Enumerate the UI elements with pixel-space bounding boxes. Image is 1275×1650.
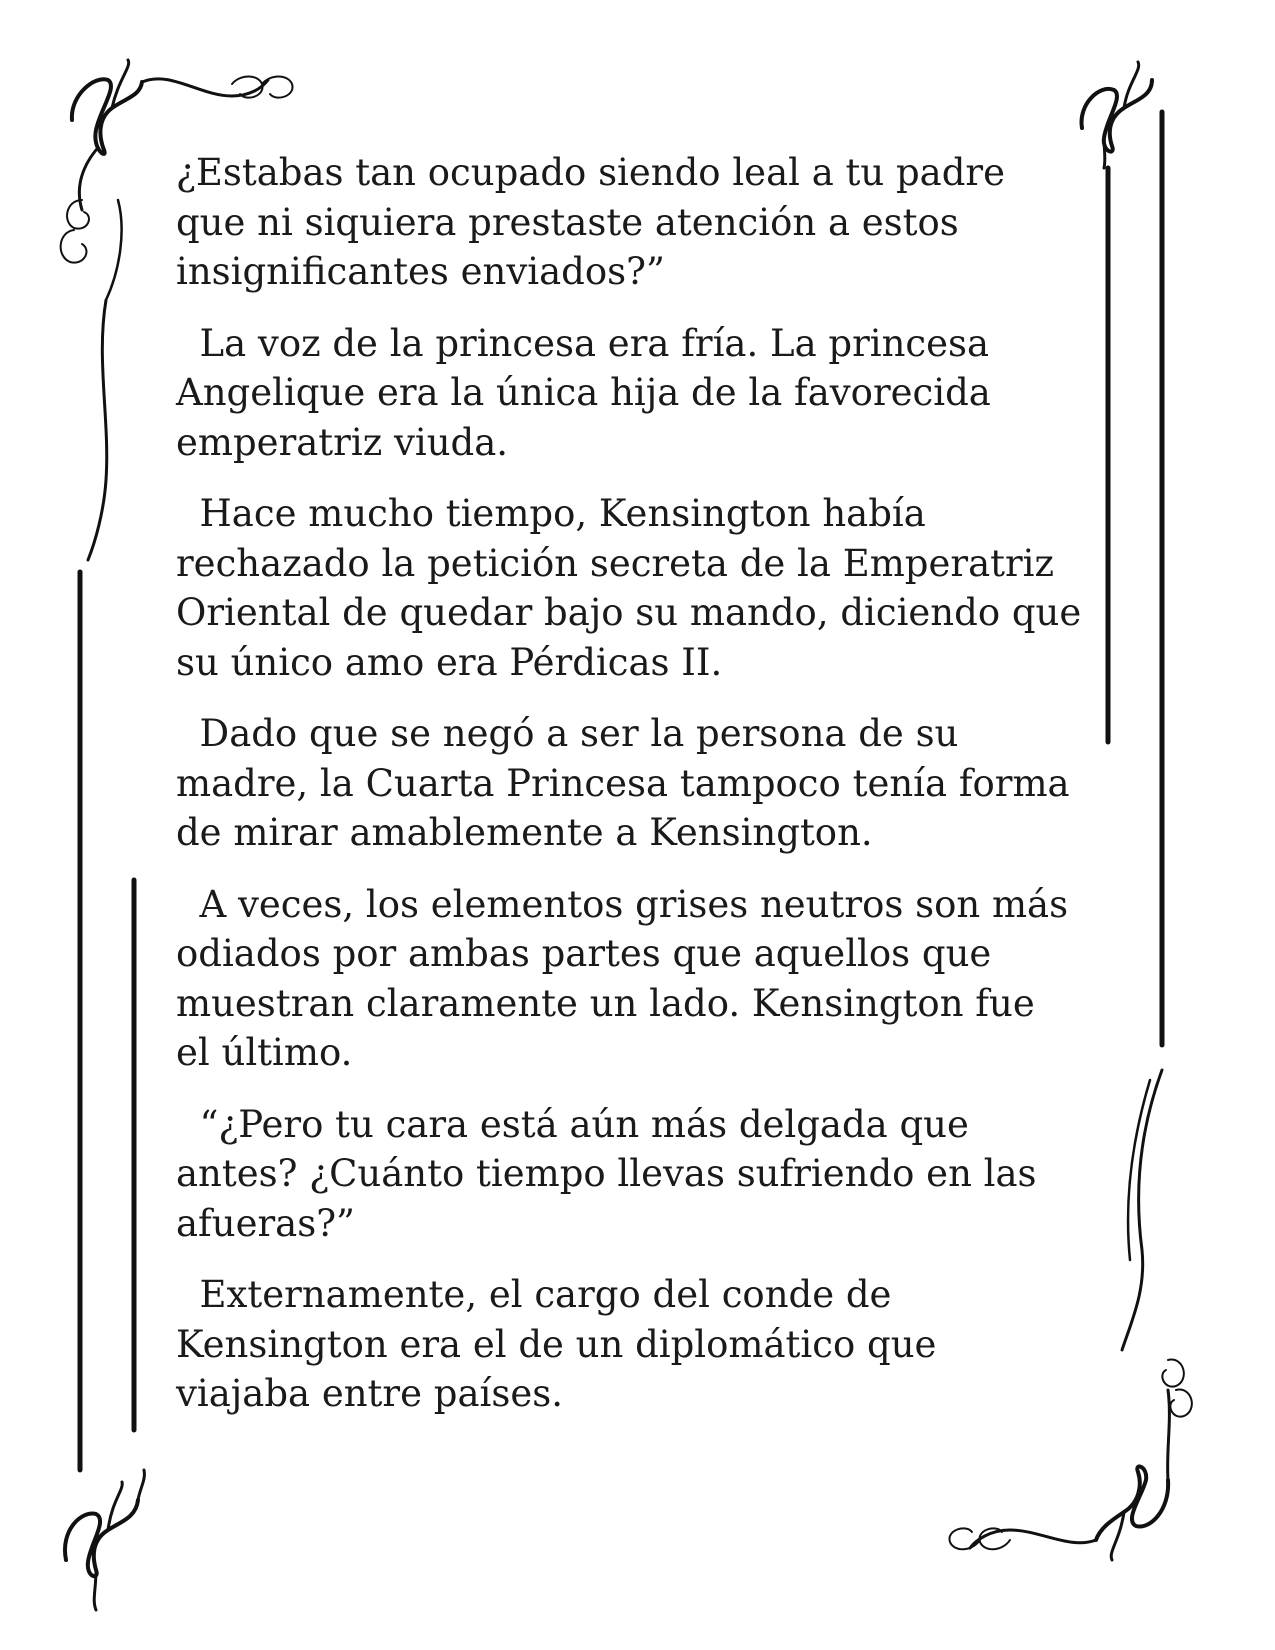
paragraph-1: ¿Estabas tan ocupado siendo leal a tu padre que ni siquiera prestaste atención a estos insignificantes enviados?”	[176, 151, 1006, 293]
paragraph-4: Dado que se negó a ser la persona de su madre, la Cuarta Princesa tampoco tenía forma de mirar amablemente a Kensington.	[176, 712, 1070, 854]
paragraph-6: “¿Pero tu cara está aún más delgada que antes? ¿Cuánto tiempo llevas sufriendo en las afueras?”	[176, 1102, 1037, 1245]
paragraph-2: La voz de la princesa era fría. La princesa Angelique era la única hija de la favorecida emperatriz viuda.	[176, 321, 991, 464]
paragraph-5: A veces, los elementos grises neutros son más odiados por ambas partes que aquellos que muestran claramente un lado. Kensington fue el último.	[176, 882, 1069, 1074]
paragraph-3: Hace mucho tiempo, Kensington había rechazado la petición secreta de la Emperatriz Oriental de quedar bajo su mando, diciendo que su único amo era Pérdicas II.	[176, 492, 1082, 684]
story-text	[176, 148, 1116, 1441]
paragraph-7: Externamente, el cargo del conde de Kensington era el de un diplomático que viajaba entre países.	[176, 1273, 937, 1415]
bottom-left-flourish-icon	[65, 1470, 144, 1610]
